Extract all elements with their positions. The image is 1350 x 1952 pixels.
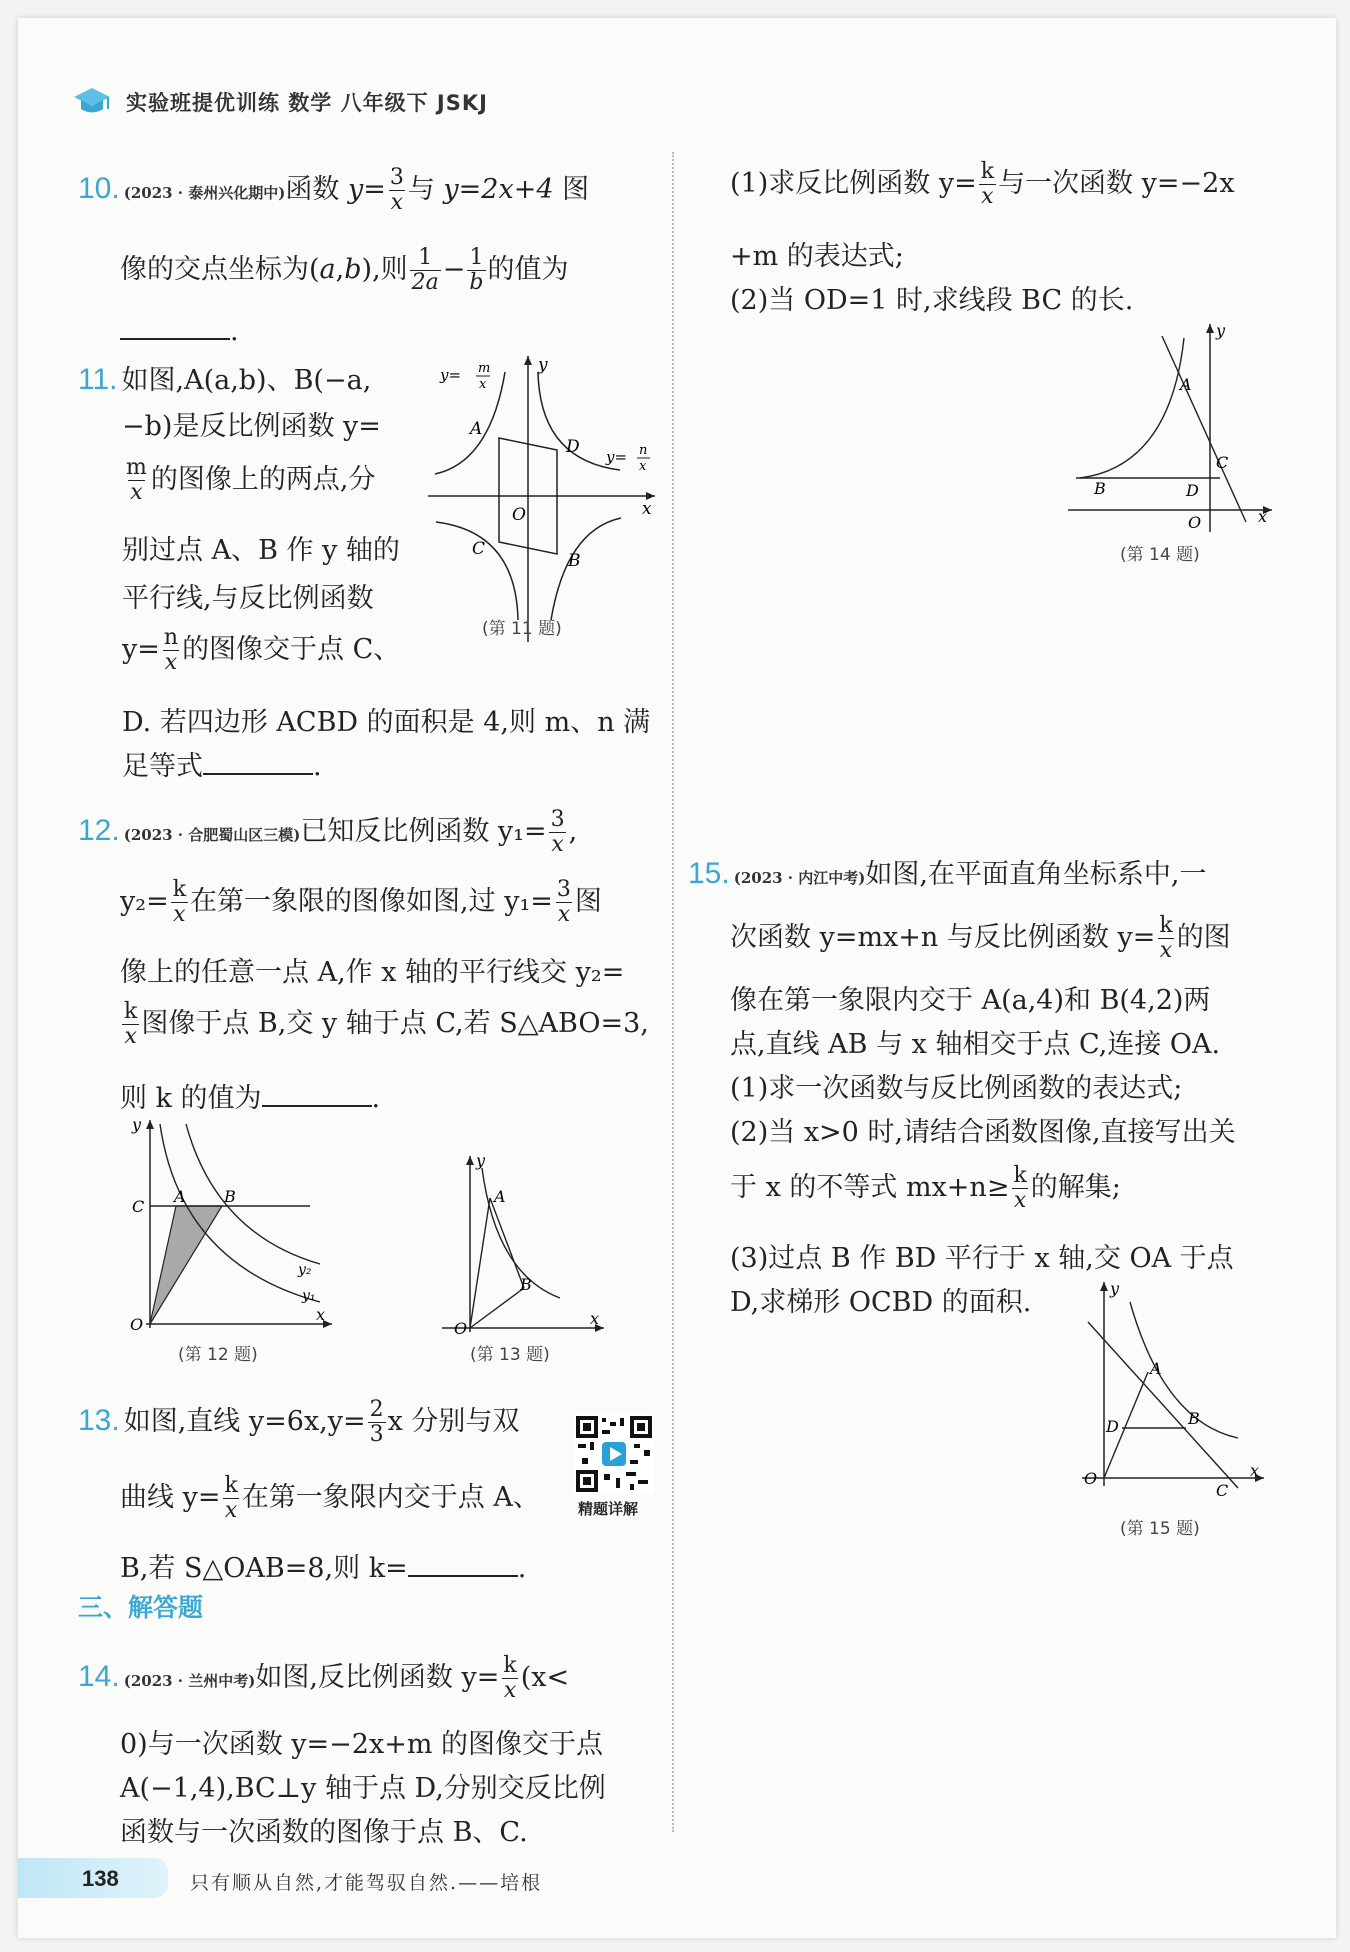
fraction-num: m xyxy=(126,455,147,480)
q14-text: (x< xyxy=(520,1662,570,1693)
point-label-b: B xyxy=(520,1275,532,1294)
fraction xyxy=(388,166,406,215)
q11-caption: (第 11 题) xyxy=(482,619,562,639)
origin-label: O xyxy=(1188,513,1202,532)
q10-text: 图 xyxy=(553,174,590,205)
q13-figure xyxy=(430,1148,610,1338)
point-label-c: C xyxy=(132,1197,145,1216)
q14-text: (1)求反比例函数 y= xyxy=(730,168,977,199)
q11-number: 11. xyxy=(78,363,118,396)
q14-text: +m 的表达式; xyxy=(730,241,904,272)
fraction-num: 1 xyxy=(418,245,433,270)
fraction-num: k xyxy=(503,1653,517,1678)
q11-label-n: y= xyxy=(606,448,628,466)
q12-text: 图 xyxy=(574,886,602,917)
fraction-num: n xyxy=(163,625,179,650)
curve-label-y2: y₂ xyxy=(298,1262,312,1278)
point-label-c: C xyxy=(472,539,486,559)
point-label-b: B xyxy=(1094,479,1106,498)
fraction-num: k xyxy=(1159,913,1173,938)
q15-caption: (第 15 题) xyxy=(1120,1519,1200,1539)
axis-label-y: y xyxy=(538,355,548,375)
point-label-b: B xyxy=(568,551,581,571)
q12-source: (2023 · 合肥蜀山区三模) xyxy=(123,826,301,844)
q11-label-m-den: x xyxy=(479,377,487,392)
q14-text: (2)当 OD=1 时,求线段 BC 的长. xyxy=(730,285,1134,316)
fraction xyxy=(124,456,149,505)
origin-label: O xyxy=(454,1319,468,1338)
fraction xyxy=(555,878,573,927)
point-label-a: A xyxy=(494,1187,506,1206)
answer-blank[interactable] xyxy=(120,316,230,340)
q14-caption: (第 14 题) xyxy=(1120,545,1200,565)
column-divider xyxy=(672,152,674,1832)
header xyxy=(72,82,488,122)
q14-text: 如图,反比例函数 y= xyxy=(255,1662,500,1693)
q12-text: . xyxy=(371,1083,381,1114)
fraction-num: 3 xyxy=(389,165,404,190)
q12-text: 则 k 的值为 xyxy=(120,1083,262,1114)
q14-figure xyxy=(1060,318,1280,538)
q12-figure xyxy=(120,1114,340,1334)
q11-text: −b)是反比例函数 y= xyxy=(122,411,381,442)
axis-label-y: y xyxy=(476,1151,486,1170)
header-title: 实验班提优训练 数学 八年级下 JSKJ xyxy=(126,91,488,115)
fraction-num: 2 xyxy=(369,1397,384,1422)
axis-label-y: y xyxy=(1216,321,1226,340)
fraction-den: x xyxy=(1013,1188,1027,1213)
fraction-den: x xyxy=(224,1498,238,1523)
q11-text: 的图像上的两点,分 xyxy=(150,464,376,495)
q15-source: (2023 · 内江中考) xyxy=(733,869,866,887)
point-label-a: A xyxy=(174,1187,186,1206)
q13-text: 在第一象限内交于点 A、 xyxy=(241,1482,540,1513)
fraction-num: k xyxy=(124,999,138,1024)
fraction-den: x xyxy=(981,184,994,209)
q10-text: b xyxy=(344,254,362,285)
q13-text: . xyxy=(517,1553,527,1584)
q15-text: (3)过点 B 作 BD 平行于 x 轴,交 OA 于点 xyxy=(730,1243,1234,1274)
point-label-a: A xyxy=(1150,1359,1162,1378)
fraction-den: x xyxy=(124,1024,137,1049)
footer-quote: 只有顺从自然,才能驾驭自然.——培根 xyxy=(190,1872,543,1894)
q15-text: 如图,在平面直角坐标系中,一 xyxy=(865,859,1207,890)
q13-number: 13. xyxy=(78,1404,120,1437)
q12-number: 12. xyxy=(78,814,120,847)
section-heading: 三、解答题 xyxy=(78,1593,204,1622)
q10-text: 的值为 xyxy=(487,254,569,285)
origin-label: O xyxy=(1084,1469,1098,1488)
q14-text: 0)与一次函数 y=−2x+m 的图像交于点 xyxy=(120,1729,604,1760)
point-label-d: D xyxy=(566,437,580,457)
fraction-den: x xyxy=(130,480,143,505)
fraction-num: k xyxy=(224,1473,238,1498)
q11-text: 足等式 xyxy=(122,751,203,782)
fraction-den: x xyxy=(557,902,571,927)
q14-text: A(−1,4),BC⊥y 轴于点 D,分别交反比例 xyxy=(120,1773,606,1804)
point-label-c: C xyxy=(1216,453,1229,472)
q11-label-m: y= xyxy=(440,366,462,384)
axis-label-y: y xyxy=(132,1115,142,1134)
point-label-a: A xyxy=(1180,375,1192,394)
q11-text: 别过点 A、B 作 y 轴的 xyxy=(122,535,400,566)
axis-label-x: x xyxy=(642,499,652,519)
axis-label-x: x xyxy=(590,1309,600,1328)
qr-code-icon[interactable] xyxy=(574,1414,654,1494)
q15-text: 的图 xyxy=(1176,922,1231,953)
q13-text: 曲线 y= xyxy=(120,1482,221,1513)
q11-label-m-num: m xyxy=(478,361,491,376)
q12-text: 像上的任意一点 A,作 x 轴的平行线交 y₂= xyxy=(120,957,625,988)
q12-text: , xyxy=(568,816,578,847)
q10-text: − xyxy=(442,254,466,285)
axis-label-y: y xyxy=(1110,1279,1120,1298)
q15-text: (2)当 x>0 时,请结合函数图像,直接写出关 xyxy=(730,1117,1236,1148)
q10-text: ),则 xyxy=(361,254,408,285)
q15-text: 像在第一象限内交于 A(a,4)和 B(4,2)两 xyxy=(730,985,1211,1016)
q15-text: D,求梯形 OCBD 的面积. xyxy=(730,1287,1032,1318)
q10-text: y=2x+4 xyxy=(443,174,554,205)
q10-source: (2023 · 泰州兴化期中) xyxy=(123,184,286,202)
q15-text: 于 x 的不等式 mx+n≥ xyxy=(730,1172,1010,1203)
q14-number: 14. xyxy=(78,1660,120,1693)
fraction xyxy=(549,808,567,857)
qr-label: 精题详解 xyxy=(578,1500,639,1518)
fraction-den: 3 xyxy=(369,1422,384,1447)
fraction-num: k xyxy=(172,877,187,902)
page-number: 138 xyxy=(82,1866,119,1891)
q11-label-n-den: x xyxy=(639,459,647,474)
fraction-den: x xyxy=(173,902,186,927)
q11-label-n-num: n xyxy=(639,443,648,458)
fraction-den: x xyxy=(551,832,564,857)
fraction-den: x xyxy=(503,1678,517,1703)
q10-text: 函数 xyxy=(285,174,348,205)
q12-caption: (第 12 题) xyxy=(178,1345,258,1365)
q14-source: (2023 · 兰州中考) xyxy=(123,1672,256,1690)
fraction xyxy=(1157,914,1174,963)
fraction-num: k xyxy=(980,159,995,184)
q10-text: a xyxy=(319,254,336,285)
axis-label-x: x xyxy=(316,1305,326,1324)
axis-label-x: x xyxy=(1258,507,1268,526)
point-label-d: D xyxy=(1106,1417,1119,1436)
q10-text: y= xyxy=(347,174,386,205)
point-label-c: C xyxy=(1216,1481,1229,1500)
q11-text: . xyxy=(313,751,322,782)
answer-blank[interactable] xyxy=(408,1553,518,1577)
point-label-d: D xyxy=(1186,481,1199,500)
q13-text: 如图,直线 y=6x,y= xyxy=(123,1406,366,1437)
answer-blank[interactable] xyxy=(203,751,313,775)
fraction xyxy=(368,1398,386,1447)
answer-blank[interactable] xyxy=(262,1083,372,1107)
fraction-den: x xyxy=(164,650,178,675)
q12-text: 已知反比例函数 y₁= xyxy=(300,816,547,847)
fraction-num: k xyxy=(1013,1163,1027,1188)
fraction-den: 2a xyxy=(411,270,439,295)
fraction-num: 1 xyxy=(469,245,484,270)
q12-text: y₂= xyxy=(120,886,169,917)
q13-text: x 分别与双 xyxy=(387,1406,520,1437)
q10-text: 像的交点坐标为( xyxy=(120,254,320,285)
q12-text: 在第一象限的图像如图,过 y₁= xyxy=(190,886,553,917)
origin-label: O xyxy=(130,1315,144,1334)
q12-text: 图像于点 B,交 y 轴于点 C,若 S△ABO=3, xyxy=(141,1008,649,1039)
fraction-den: x xyxy=(390,190,404,215)
fraction xyxy=(979,160,996,209)
q10-text: 与 xyxy=(407,174,444,205)
fraction-den: b xyxy=(469,270,484,295)
fraction xyxy=(171,878,188,927)
fraction-num: 3 xyxy=(550,807,565,832)
graduation-cap-icon xyxy=(72,85,112,119)
q11-text: 如图,A(a,b)、B(−a, xyxy=(121,365,372,396)
q11-text: 的图像交于点 C、 xyxy=(182,634,401,665)
q10-number: 10. xyxy=(78,172,120,205)
point-label-a: A xyxy=(470,419,483,439)
point-label-b: B xyxy=(224,1187,236,1206)
q15-figure xyxy=(1068,1272,1268,1502)
fraction xyxy=(1011,1164,1028,1213)
fraction xyxy=(222,1474,239,1523)
q11-text: D. 若四边形 ACBD 的面积是 4,则 m、n 满 xyxy=(122,707,651,738)
curve-label-y1: y₁ xyxy=(302,1288,316,1304)
q15-text: 次函数 y=mx+n 与反比例函数 y= xyxy=(730,922,1156,953)
fraction-den: x xyxy=(1159,938,1173,963)
q13-text: B,若 S△OAB=8,则 k= xyxy=(120,1553,408,1584)
q10-text: , xyxy=(335,254,345,285)
point-label-b: B xyxy=(1188,1409,1200,1428)
q11-figure xyxy=(420,352,660,642)
q10-text: . xyxy=(230,316,239,347)
fraction-num: 3 xyxy=(556,877,571,902)
q15-text: (1)求一次函数与反比例函数的表达式; xyxy=(730,1073,1183,1104)
fraction xyxy=(410,246,441,295)
axis-label-x: x xyxy=(1250,1461,1260,1480)
q13-caption: (第 13 题) xyxy=(470,1345,550,1365)
q14-text: 函数与一次函数的图像于点 B、C. xyxy=(120,1817,528,1848)
q15-number: 15. xyxy=(688,857,730,890)
fraction xyxy=(162,626,180,675)
fraction xyxy=(122,1000,139,1049)
origin-label: O xyxy=(512,505,526,525)
fraction xyxy=(501,1654,518,1703)
q15-text: 的解集; xyxy=(1030,1172,1121,1203)
q11-text: y= xyxy=(122,634,160,665)
fraction xyxy=(467,246,485,295)
q14-text: 与一次函数 y=−2x xyxy=(998,168,1235,199)
q15-text: 点,直线 AB 与 x 轴相交于点 C,连接 OA. xyxy=(730,1029,1221,1060)
q11-text: 平行线,与反比例函数 xyxy=(122,583,374,614)
